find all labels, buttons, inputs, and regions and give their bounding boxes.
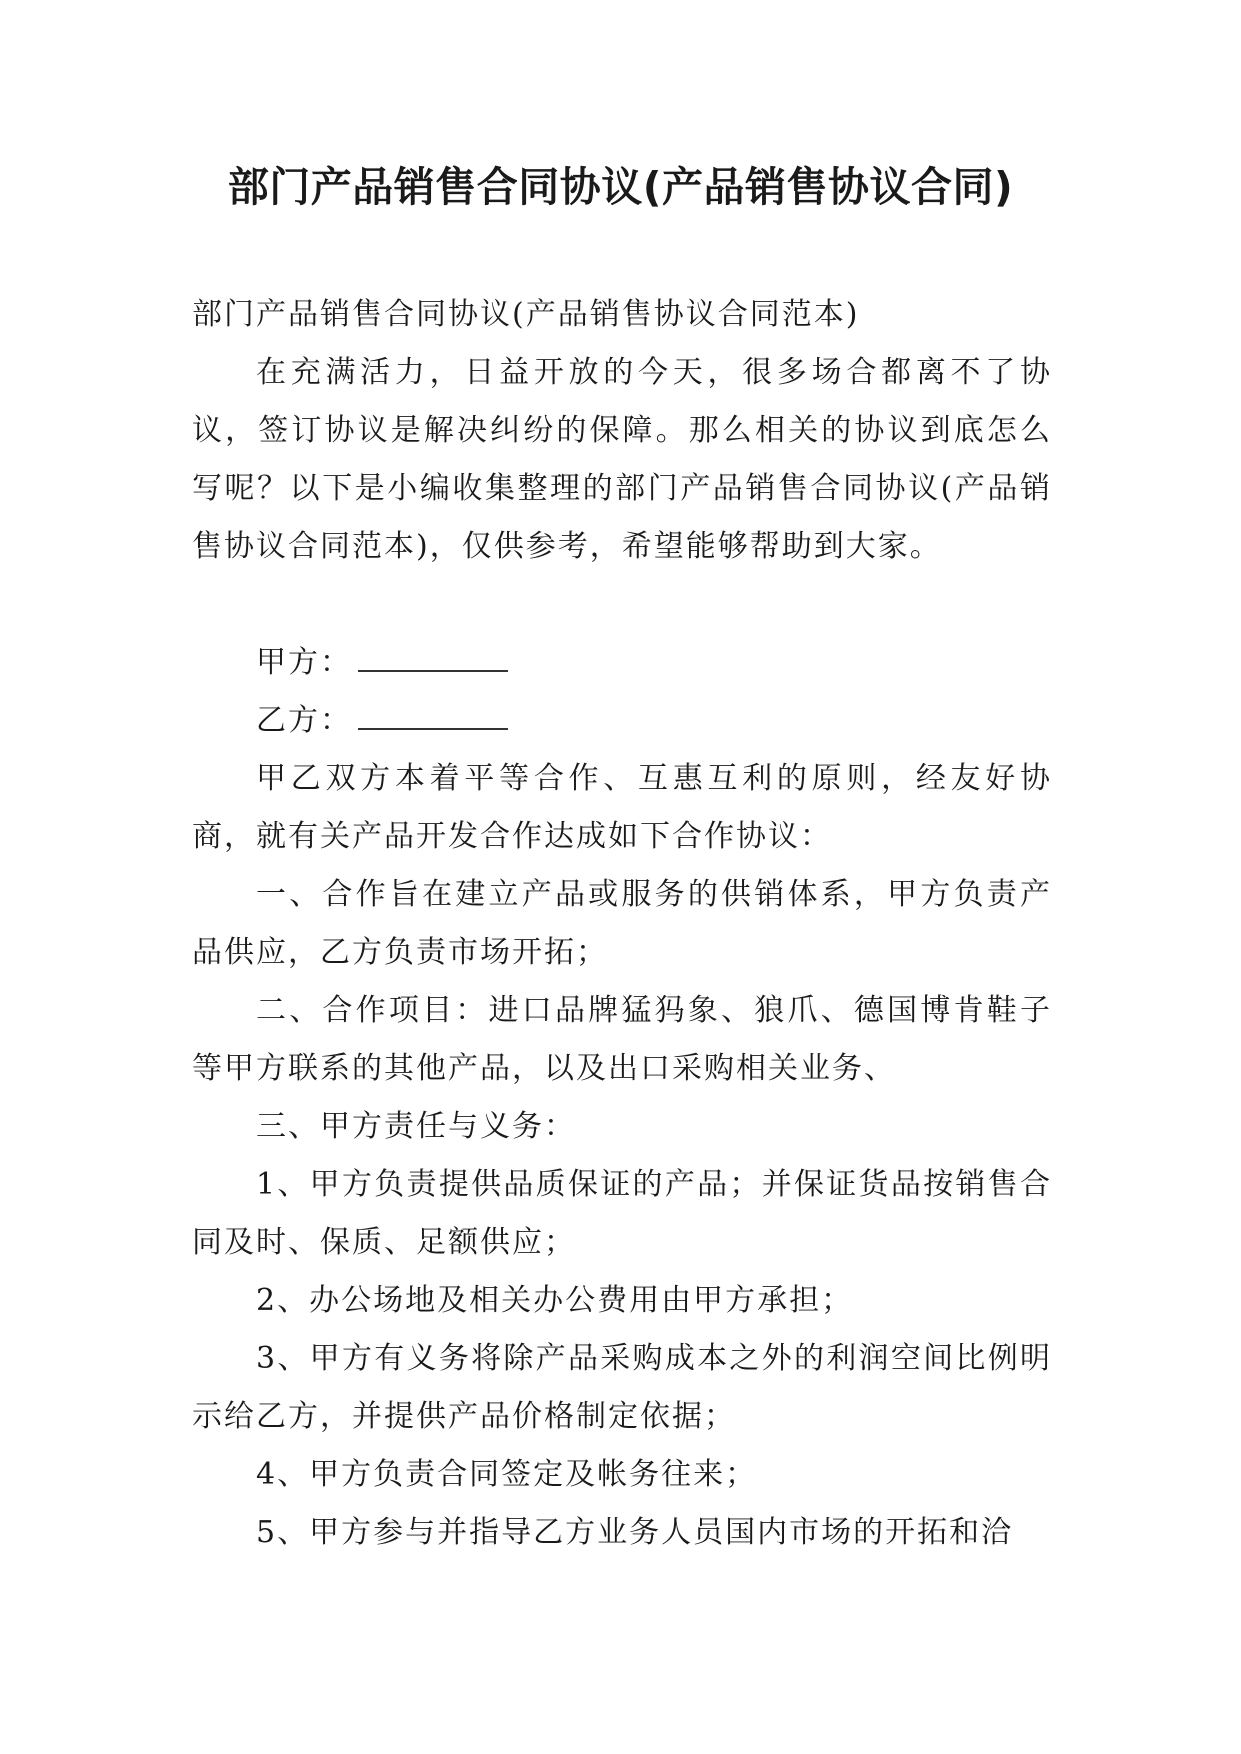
- clause-paragraph: 1、甲方负责提供品质保证的产品；并保证货品按销售合同及时、保质、足额供应；: [192, 1167, 1052, 1260]
- document-body: [192, 286, 1052, 1562]
- party-a-blank: [358, 650, 508, 672]
- clause-paragraph: 2、办公场地及相关办公费用由甲方承担；: [256, 1283, 854, 1318]
- clause-paragraph: 三、甲方责任与义务：: [256, 1109, 576, 1144]
- spacer: [192, 576, 1052, 634]
- party-b-line: [192, 692, 1052, 750]
- party-a-line: [192, 634, 1052, 692]
- clause-paragraph: 3、甲方有义务将除产品采购成本之外的利润空间比例明示给乙方，并提供产品价格制定依据；: [192, 1341, 1052, 1434]
- document-subtitle: 部门产品销售合同协议(产品销售协议合同范本): [192, 297, 860, 332]
- clause-paragraph: 二、合作项目：进口品牌猛犸象、狼爪、德国博肯鞋子等甲方联系的其他产品，以及出口采购相关业务、: [192, 993, 1052, 1086]
- clause-paragraph: 甲乙双方本着平等合作、互惠互利的原则，经友好协商，就有关产品开发合作达成如下合作协议：: [192, 761, 1052, 854]
- party-b-label: 乙方：: [256, 703, 352, 738]
- intro-paragraph: 在充满活力，日益开放的今天，很多场合都离不了协议，签订协议是解决纠纷的保障。那么相关的协议到底怎么写呢？以下是小编收集整理的部门产品销售合同协议(产品销售协议合同范本)，仅供参考，希望能够帮助到大家。: [192, 355, 1052, 564]
- clause-paragraph: 一、合作旨在建立产品或服务的供销体系，甲方负责产品供应，乙方负责市场开拓；: [192, 877, 1052, 970]
- clause-paragraph: 5、甲方参与并指导乙方业务人员国内市场的开拓和洽: [256, 1515, 1014, 1550]
- party-b-blank: [358, 708, 508, 730]
- clause-paragraph: 4、甲方负责合同签定及帐务往来；: [256, 1457, 758, 1492]
- document-title: 部门产品销售合同协议(产品销售协议合同): [227, 163, 1014, 211]
- party-a-label: 甲方：: [256, 645, 352, 680]
